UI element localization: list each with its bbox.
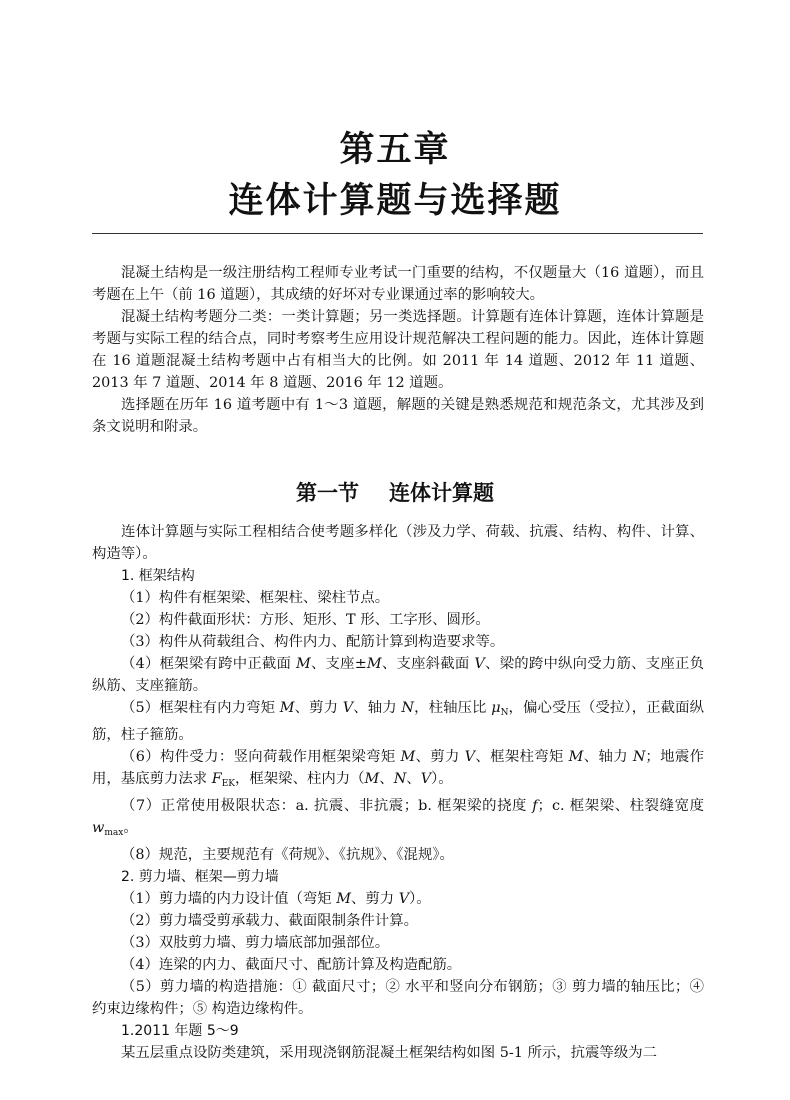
list-item: （4）框架梁有跨中正截面 M、支座±M、支座斜截面 V、梁的跨中纵向受力筋、支座正负纵筋、支座箍筋。 — [92, 656, 704, 694]
list-item: （3）双肢剪力墙、剪力墙底部加强部位。 — [121, 935, 390, 951]
intro-paragraph: 选择题在历年 16 道考题中有 1～3 道题，解题的关键是熟悉规范和规范条文，尤其涉及到条文说明和附录。 — [92, 397, 704, 435]
list-item: （4）连梁的内力、截面尺寸、配筋计算及构造配筋。 — [121, 957, 462, 973]
list-item: （1）剪力墙的内力设计值（弯矩 M、剪力 V）。 — [121, 891, 431, 907]
section-number: 第一节 — [296, 480, 359, 505]
list-item: （2）构件截面形状：方形、矩形、T 形、工字形、圆形。 — [121, 612, 490, 628]
title-divider — [92, 233, 703, 234]
chapter-title: 连体计算题与选择题 — [228, 180, 562, 221]
paragraph: 某五层重点设防类建筑，采用现浇钢筋混凝土框架结构如图 5-1 所示，抗震等级为二 — [121, 1045, 657, 1061]
section-heading — [0, 477, 790, 507]
subheading: 1. 框架结构 — [121, 568, 195, 584]
subheading: 1.2011 年题 5～9 — [121, 1023, 239, 1039]
list-item: （7）正常使用极限状态：a. 抗震、非抗震；b. 框架梁的挠度 f；c. 框架梁、柱裂缝宽度 $w_{max}$。 — [92, 798, 704, 838]
list-item: （2）剪力墙受剪承载力、截面限制条件计算。 — [121, 913, 418, 929]
chapter-number: 第五章 — [339, 129, 451, 170]
list-item: （6）构件受力：竖向荷载作用框架梁弯矩 M、剪力 V、框架柱弯矩 M、轴力 N；地震作用，基底剪力法求 $F_{EK}$，框架梁、柱内力（M、N、V）。 — [92, 749, 704, 789]
intro-paragraph: 混凝土结构考题分二类：一类计算题；另一类选择题。计算题有连体计算题，连体计算题是考题与实际工程的结合点，同时考察考生应用设计规范解决工程问题的能力。因此，连体计算题在 16 道题混凝土结构考题中占有相当大的比例。如 2011 年 14 道题、2012 年 11 道题、2013 年 7 道题、2014 年 8 道题、2016 年 12 道题。 — [92, 309, 704, 391]
section-title: 连体计算题 — [389, 480, 494, 505]
section-body — [92, 521, 704, 1064]
intro-text — [92, 262, 704, 438]
list-item: （8）规范，主要规范有《荷规》、《抗规》、《混规》。 — [121, 847, 454, 863]
intro-paragraph: 混凝土结构是一级注册结构工程师专业考试一门重要的结构，不仅题量大（16 道题），而且考题在上午（前 16 道题），其成绩的好坏对专业课通过率的影响较大。 — [92, 265, 704, 303]
paragraph: 连体计算题与实际工程相结合使考题多样化（涉及力学、荷载、抗震、结构、构件、计算、构造等）。 — [92, 524, 704, 562]
list-item: （1）构件有框架梁、框架柱、梁柱节点。 — [121, 590, 390, 606]
list-item: （5）剪力墙的构造措施：① 截面尺寸；② 水平和竖向分布钢筋；③ 剪力墙的轴压比；④ 约束边缘构件；⑤ 构造边缘构件。 — [92, 979, 704, 1017]
list-item: （5）框架柱有内力弯矩 M、剪力 V、轴力 N，柱轴压比 $\mu_N$，偏心受压（受拉），正截面纵筋，柱子箍筋。 — [92, 700, 705, 743]
subheading: 2. 剪力墙、框架—剪力墙 — [121, 869, 279, 885]
list-item: （3）构件从荷载组合、构件内力、配筋计算到构造要求等。 — [121, 634, 505, 650]
